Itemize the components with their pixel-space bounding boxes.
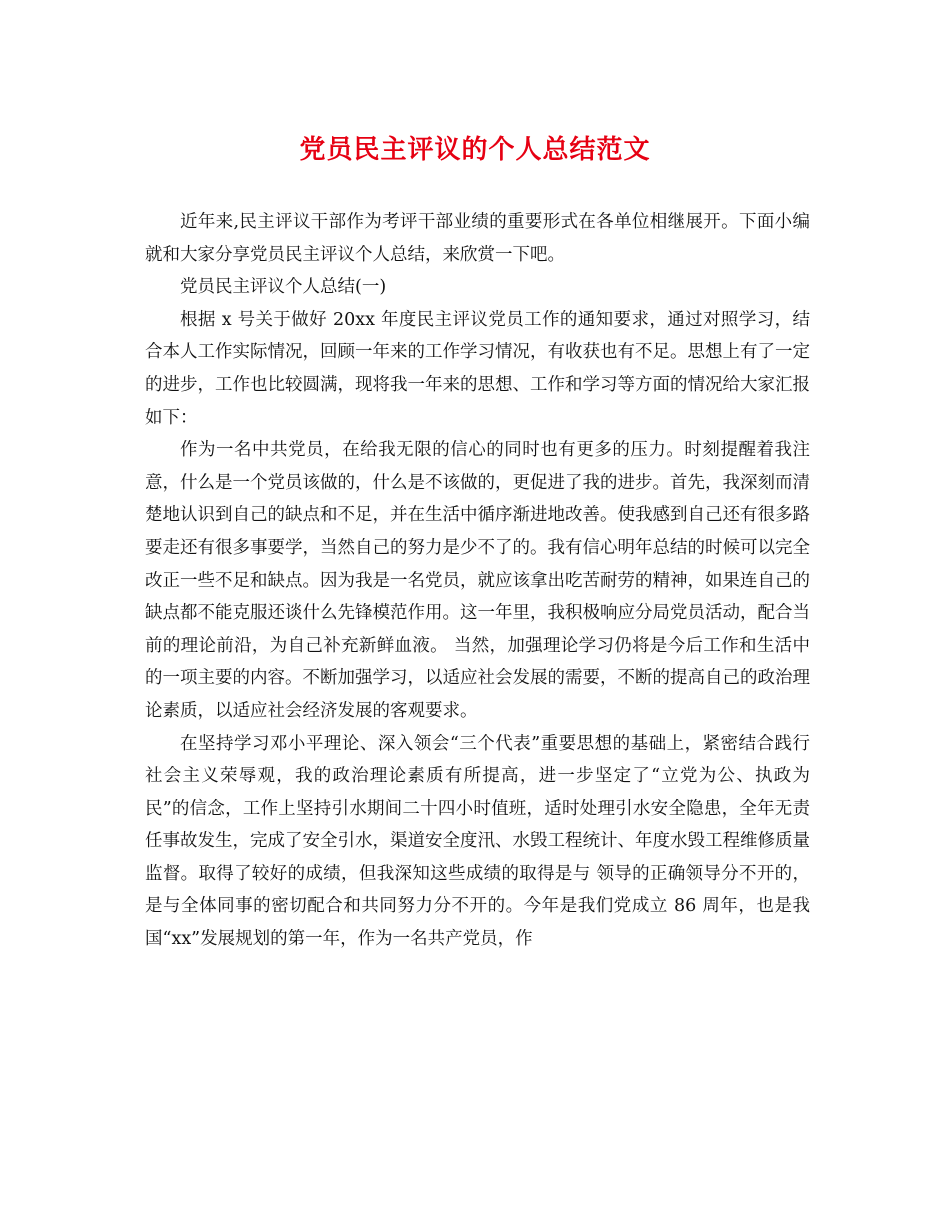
paragraph: 根据 x 号关于做好 20xx 年度民主评议党员工作的通知要求，通过对照学习，结合本人工作实际情况，回顾一年来的工作学习情况，有收获也有不足。思想上有了一定的进步，工作也比较圆满，现将我一年来的思想、工作和学习等方面的情况给大家汇报如下： bbox=[145, 309, 810, 428]
section-heading: 党员民主评议个人总结(一) bbox=[180, 277, 387, 298]
paragraph-intro: 近年来,民主评议干部作为考评干部业绩的重要形式在各单位相继展开。下面小编就和大家分享党员民主评议个人总结，来欣赏一下吧。 bbox=[145, 212, 810, 265]
document-body bbox=[145, 206, 810, 956]
paragraph: 作为一名中共党员，在给我无限的信心的同时也有更多的压力。时刻提醒着我注意，什么是一个党员该做的，什么是不该做的，更促进了我的进步。首先，我深刻而清楚地认识到自己的缺点和不足，并在生活中循序渐进地改善。使我感到自己还有很多路要走还有很多事要学，当然自己的努力是少不了的。我有信心明年总结的时候可以完全改正一些不足和缺点。因为我是一名党员，就应该拿出吃苦耐劳的精神，如果连自己的缺点都不能克服还谈什么先锋模范作用。这一年里，我积极响应分局党员活动，配合当前的理论前沿，为自己补充新鲜血液。 当然，加强理论学习仍将是今后工作和生活中的一项主要的内容。不断加强学习，以适应社会发展的需要，不断的提高自己的政治理论素质，以适应社会经济发展的客观要求。 bbox=[145, 440, 810, 721]
paragraph: 在坚持学习邓小平理论、深入领会“三个代表”重要思想的基础上，紧密结合践行社会主义荣辱观，我的政治理论素质有所提高，进一步坚定了“立党为公、执政为民”的信念，工作上坚持引水期间二十四小时值班，适时处理引水安全隐患，全年无责任事故发生，完成了安全引水，渠道安全度汛、水毁工程统计、年度水毁工程维修质量监督。取得了较好的成绩，但我深知这些成绩的取得是与 领导的正确领导分不开的，是与全体同事的密切配合和共同努力分不开的。今年是我们党成立 86 周年，也是我国“xx”发展规划的第一年，作为一名共产党员，作 bbox=[145, 733, 810, 950]
document-title: 党员民主评议的个人总结范文 bbox=[299, 135, 651, 165]
